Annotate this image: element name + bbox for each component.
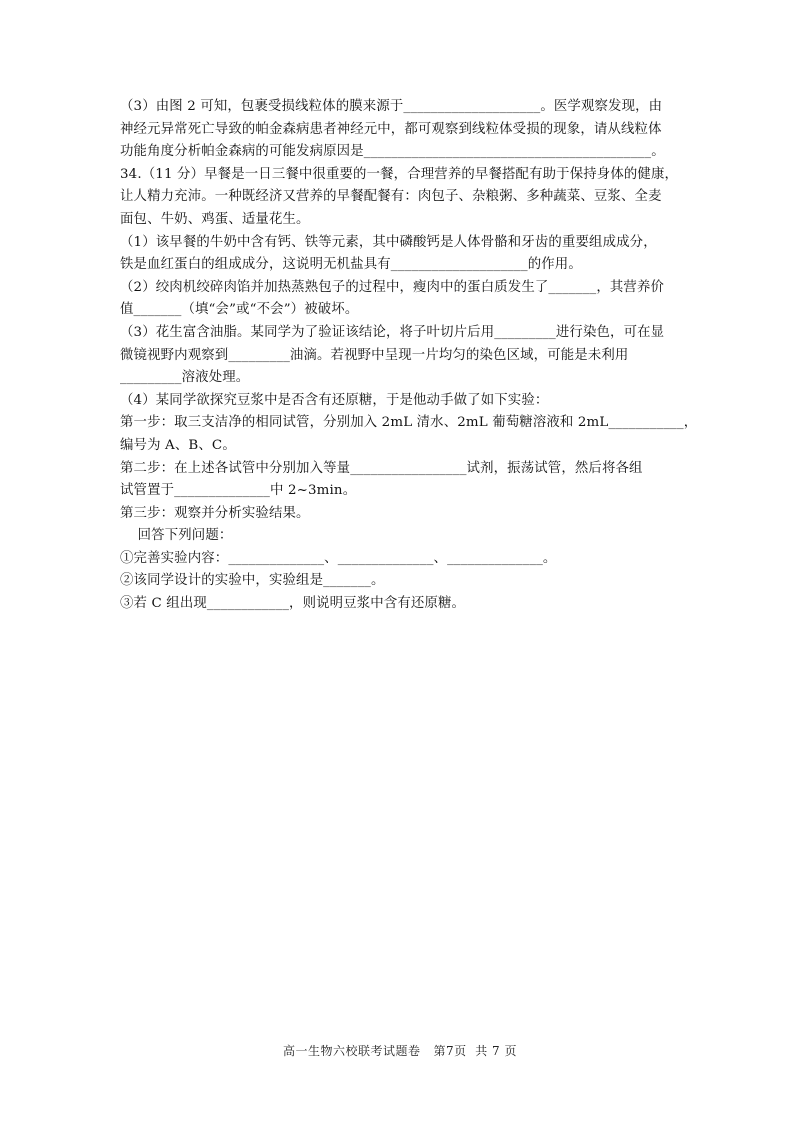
text-line: 试管置于______________中 2~3min。 (120, 483, 357, 499)
text-line: 第二步：在上述各试管中分别加入等量_________________试剂，振荡试管，然后将各组 (120, 460, 643, 476)
text-line: 功能角度分析帕金森病的可能发病原因是__________________________________________。 (120, 144, 665, 160)
text-line: _________溶液处理。 (120, 370, 250, 386)
text-line: 铁是血红蛋白的组成成分，这说明无机盐具有____________________的作用。 (120, 257, 582, 273)
text-line: （3）由图 2 可知，包裹受损线粒体的膜来源于____________________。医学观察发现，由 (120, 99, 663, 114)
text-line: （1）该早餐的牛奶中含有钙、铁等元素，其中磷酸钙是人体骨骼和牙齿的重要组成成分， (120, 234, 657, 250)
text-line: 第一步：取三支洁净的相同试管，分别加入 2mL 清水、2mL 葡萄糖溶液和 2mL___________， (120, 415, 698, 431)
question-text (120, 96, 698, 616)
page-footer: 高一生物六校联考试题卷 第7页 共 7 页 (283, 1044, 517, 1058)
text-line: 微镜视野内观察到_________油滴。若视野中呈现一片均匀的染色区域，可能是未利用 (120, 347, 629, 363)
text-line: 让人精力充沛。一种既经济又营养的早餐配餐有：肉包子、杂粮粥、多种蔬菜、豆浆、全麦 (120, 189, 662, 205)
text-line: 面包、牛奶、鸡蛋、适量花生。 (120, 211, 310, 227)
text-line: ①完善实验内容：______________、______________、______________。 (120, 550, 557, 566)
text-line: 编号为 A、B、C。 (120, 437, 236, 453)
text-line: （4）某同学欲探究豆浆中是否含有还原糖，于是他动手做了如下实验： (120, 392, 549, 408)
text-line: 神经元异常死亡导致的帕金森病患者神经元中，都可观察到线粒体受损的现象，请从线粒体 (120, 121, 662, 137)
text-line: 回答下列问题： (120, 528, 233, 544)
text-line: ③若 C 组出现____________，则说明豆浆中含有还原糖。 (120, 596, 466, 612)
text-line: 值_______（填“会”或“不会”）被破坏。 (120, 302, 359, 318)
text-line: （2）绞肉机绞碎肉馅并加热蒸熟包子的过程中，瘦肉中的蛋白质发生了_______，其营养价 (120, 279, 665, 295)
text-line: 34.（11 分）早餐是一日三餐中很重要的一餐，合理营养的早餐搭配有助于保持身体的健康， (120, 166, 679, 182)
text-line: 第三步：观察并分析实验结果。 (120, 505, 310, 521)
text-line: （3）花生富含油脂。某同学为了验证该结论，将子叶切片后用_________进行染色，可在显 (120, 324, 665, 340)
text-line: ②该同学设计的实验中，实验组是_______。 (120, 573, 385, 589)
